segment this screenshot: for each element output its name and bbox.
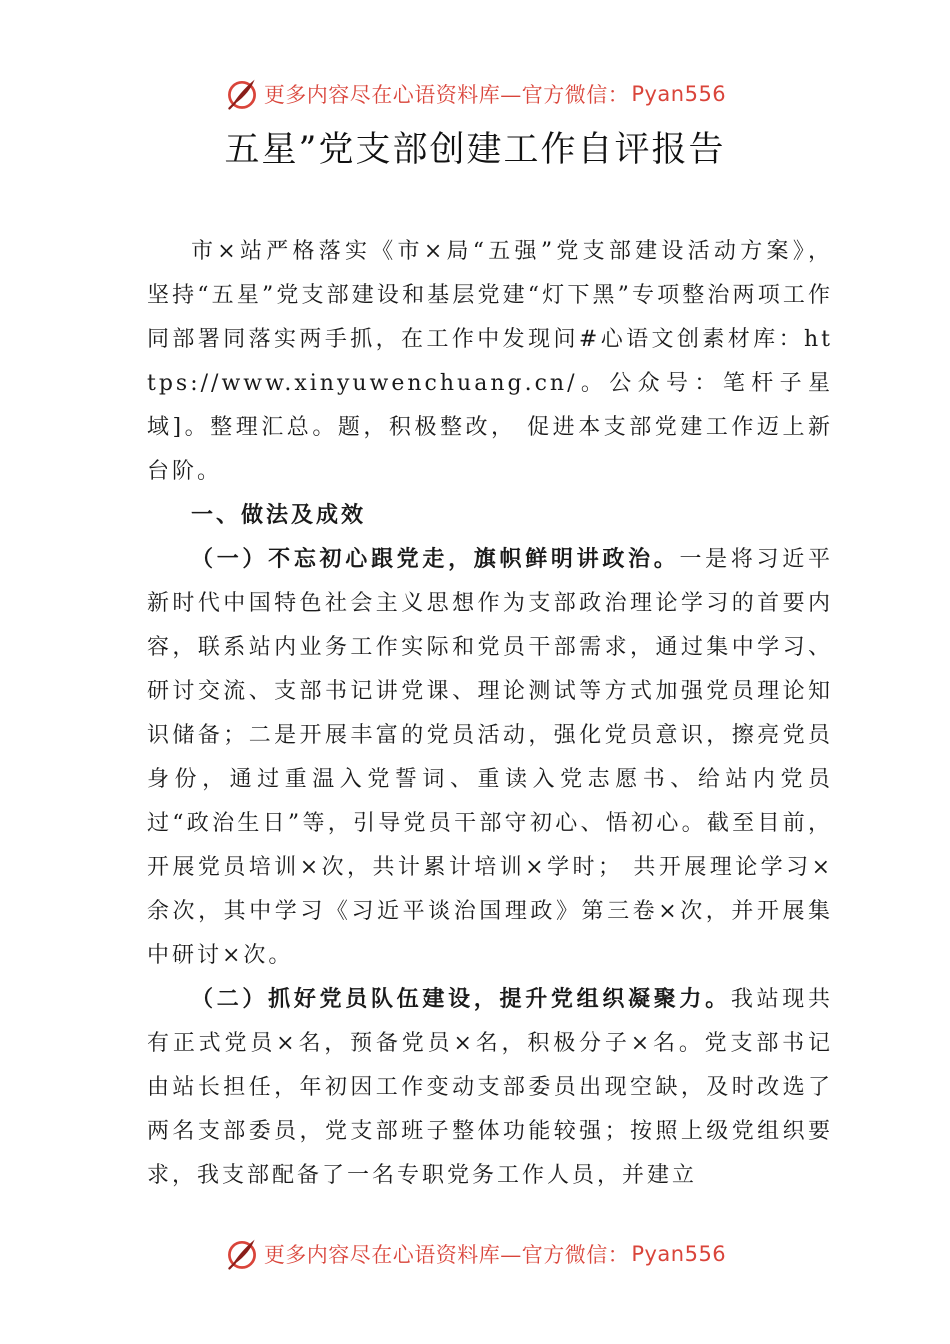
- quill-pen-logo-icon: [224, 76, 260, 112]
- intro-paragraph: 市×站严格落实《市×局“五强”党支部建设活动方案》， 坚持“五星”党支部建设和基层党建“灯下黑”专项整治两项工作同部署同落实两手抓，在工作中发现问#心语文创素材库：https://www.xinyuwenchuang.cn/。公众号：笔杆子星域]。整理汇总。题，积极整改， 促进本支部党建工作迈上新台阶。: [147, 239, 834, 484]
- watermark-wechat-id: Pyan556: [631, 1242, 727, 1266]
- watermark-header: [0, 74, 950, 114]
- watermark-footer: [0, 1234, 950, 1274]
- watermark-wechat-id: Pyan556: [631, 82, 727, 106]
- paragraph-2: [147, 978, 833, 1198]
- document-body: [147, 230, 833, 1198]
- document-title: 五星”党支部创建工作自评报告: [224, 130, 726, 170]
- paragraph-2-body: 我站现共有正式党员×名，预备党员×名，积极分子×名。党支部书记由站长担任，年初因工作变动支部委员出现空缺，及时改选了两名支部委员，党支部班子整体功能较强；按照上级党组织要求，我支部配备了一名专职党务工作人员，并建立: [147, 987, 833, 1188]
- paragraph-1: [147, 538, 833, 978]
- quill-pen-logo-icon: [224, 1236, 260, 1272]
- paragraph-1-body: 一是将习近平新时代中国特色社会主义思想作为支部政治理论学习的首要内容，联系站内业务工作实际和党员干部需求，通过集中学习、研讨交流、支部书记讲党课、理论测试等方式加强党员理论知识储备；二是开展丰富的党员活动，强化党员意识，擦亮党员身份，通过重温入党誓词、重读入党志愿书、给站内党员过“政治生日”等，引导党员干部守初心、悟初心。截至目前，开展党员培训×次，共计累计培训×学时； 共开展理论学习×余次，其中学习《习近平谈治国理政》第三卷×次，并开展集中研讨×次。: [147, 547, 833, 968]
- section-heading: 一、做法及成效: [191, 503, 367, 528]
- paragraph-1-lead: （一）不忘初心跟党走，旗帜鲜明讲政治。: [191, 547, 680, 572]
- watermark-text: 更多内容尽在心语资料库—官方微信：: [263, 1243, 630, 1267]
- paragraph-2-lead: （二）抓好党员队伍建设，提升党组织凝聚力。: [191, 987, 731, 1012]
- watermark-text: 更多内容尽在心语资料库—官方微信：: [263, 83, 630, 107]
